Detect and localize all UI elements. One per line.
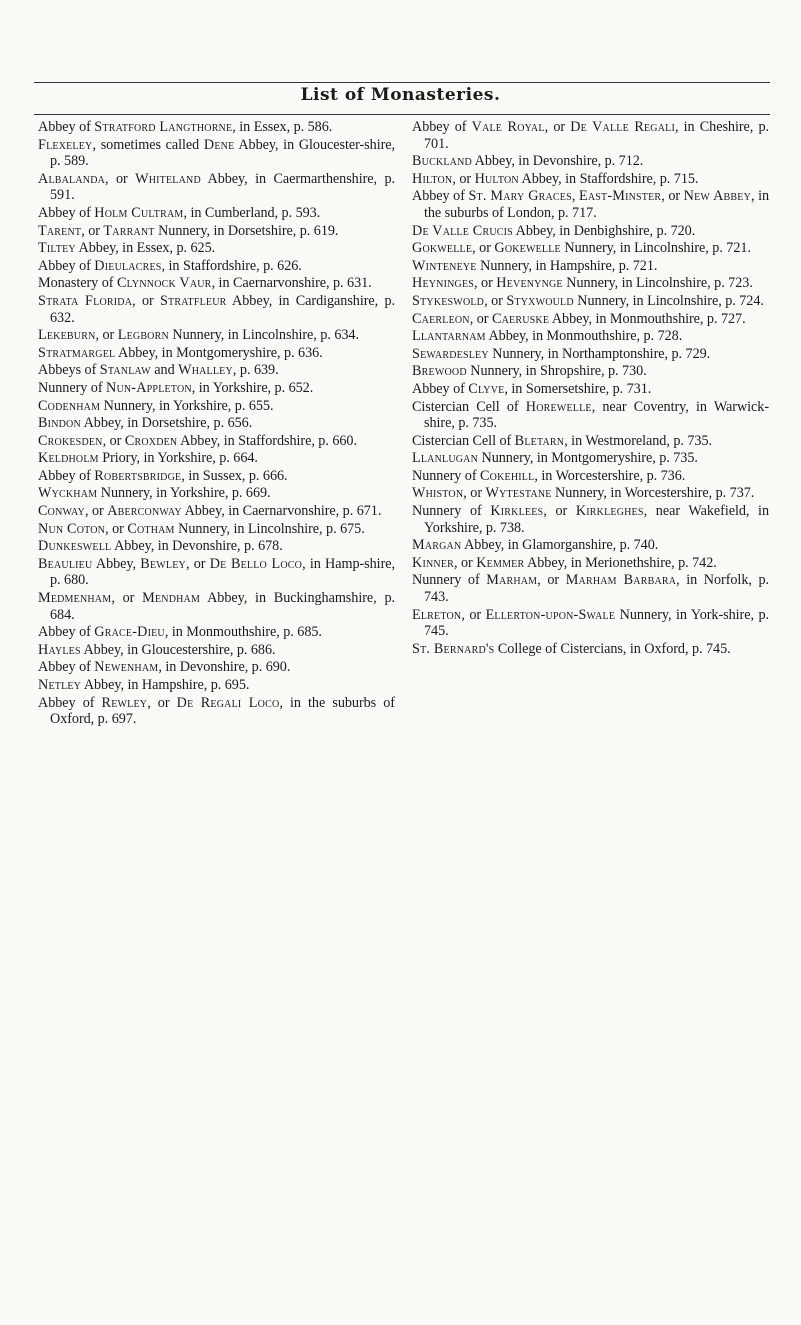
list-item (412, 381, 769, 398)
monastery-name: Heyninges (412, 275, 475, 292)
monastery-name: Bewley (140, 555, 186, 572)
list-item (412, 641, 769, 658)
entry-text: , or (105, 520, 128, 537)
list-item (38, 538, 395, 555)
entry-text: , in Essex, p. 586. (232, 119, 333, 135)
entry-text: , or (81, 222, 104, 239)
list-item (412, 485, 769, 502)
list-item (38, 398, 395, 415)
entry-text: , near Wakefield, in Yorkshire, p. 738. (424, 503, 769, 536)
entry-text: Abbey of (38, 119, 95, 135)
entry-text: Abbey, in Devonshire, p. 712. (471, 153, 644, 170)
entry-text: Abbey of (38, 204, 95, 221)
entry-text: Cistercian Cell of (412, 432, 515, 449)
monastery-name: Buckland (412, 153, 472, 170)
list-item (38, 327, 395, 344)
entry-text: , near Coventry, in Warwick-shire, p. 735. (424, 398, 770, 432)
entry-text: and (150, 362, 179, 379)
list-item (38, 642, 395, 659)
monastery-name: Tiltey (38, 240, 76, 257)
entry-text: , or (95, 327, 118, 344)
entry-text: Abbey, in Merionethshire, p. 742. (524, 554, 717, 571)
list-item (412, 537, 769, 554)
monastery-name: Bletarn (514, 432, 565, 449)
monastery-name: Netley (38, 677, 82, 693)
monastery-name: Dieulacres (94, 257, 162, 274)
entry-text: Abbey, in Dorsetshire, p. 656. (80, 415, 253, 432)
monastery-name: Kirkleghes (575, 503, 644, 520)
monastery-name: Croxden (124, 432, 178, 449)
list-item (412, 468, 769, 485)
monastery-name: East-Minster (578, 188, 662, 205)
entry-text: Nunnery of (38, 379, 107, 396)
monastery-name: Gokwelle (412, 240, 473, 257)
entry-text: , in Westmoreland, p. 735. (564, 432, 713, 449)
monastery-name: Robertsbridge (94, 467, 182, 484)
monastery-name: Crokesden (38, 432, 103, 449)
monastery-name: Wyckham (38, 485, 98, 502)
monastery-name: Hayles (38, 641, 81, 658)
entry-text: Abbey, in Gloucester-shire, p. 589. (50, 136, 396, 170)
entry-text: , or (452, 170, 475, 187)
entry-text: Abbey of (38, 624, 95, 641)
entry-text: Abbey, in Glamorganshire, p. 740. (461, 537, 659, 554)
monastery-name: Beaulieu (38, 555, 93, 572)
monastery-name: Cokehill (480, 467, 535, 484)
list-item (412, 153, 769, 170)
list-item (38, 293, 395, 326)
left-column (38, 119, 395, 729)
entry-text: Monastery of (38, 275, 117, 292)
entry-text: , in Norfolk, p. 743. (424, 572, 770, 606)
list-item (38, 450, 395, 467)
heading-rule (34, 114, 770, 115)
entry-text: , or (472, 240, 495, 257)
list-item (38, 556, 395, 589)
entry-text: , in Worcestershire, p. 736. (534, 467, 686, 484)
entry-text: Cistercian Cell of (412, 398, 526, 415)
entry-text: Abbey, in Devonshire, p. 678. (111, 538, 283, 555)
entry-text: , (571, 188, 579, 205)
entry-text: , or (105, 170, 136, 187)
entry-text: , in Cumberland, p. 593. (183, 204, 321, 221)
entry-text: , in Sussex, p. 666. (181, 467, 288, 484)
monastery-name: Clyve (468, 380, 505, 397)
monastery-name: Brewood (412, 363, 467, 380)
entry-text: , in Monmouthshire, p. 685. (164, 624, 322, 641)
monastery-name: Nun Coton (38, 520, 106, 537)
monastery-name: Whiteland (135, 170, 201, 187)
monastery-name: Conway (38, 503, 85, 520)
entry-text: Abbey, in Cardiganshire, p. 632. (50, 292, 396, 326)
entry-text: , in the suburbs of London, p. 717. (424, 188, 770, 221)
list-item (412, 346, 769, 363)
list-item (38, 677, 395, 694)
monastery-name: Vale Royal (471, 119, 545, 135)
entry-text: , or (484, 292, 507, 309)
entry-text: Nunnery, in Lincolnshire, p. 724. (573, 292, 764, 309)
top-rule (34, 82, 770, 83)
monastery-name: Tarrant (103, 222, 155, 239)
list-item (38, 503, 395, 520)
monastery-name: De Valle Crucis (412, 222, 513, 239)
monastery-name: Codenham (38, 397, 101, 414)
entry-text: Nunnery, in Shropshire, p. 730. (466, 363, 647, 380)
entry-text: Nunnery, in Yorkshire, p. 669. (97, 485, 271, 502)
monastery-name: Styxwould (506, 292, 574, 309)
entry-text: Abbey, in Monmouthshire, p. 727. (549, 310, 746, 327)
entry-text: , in Devonshire, p. 690. (158, 659, 291, 676)
entry-text: , or (544, 119, 571, 135)
list-item (412, 572, 769, 605)
entry-text: Abbey, in Hampshire, p. 695. (81, 677, 250, 693)
entry-text: Abbey, in Staffordshire, p. 715. (518, 170, 699, 187)
list-item (412, 555, 769, 572)
monastery-name: Elreton (412, 606, 462, 623)
monastery-name: Stykeswold (412, 292, 485, 309)
monastery-name: Bindon (38, 415, 81, 432)
monastery-name: Nun-Appleton (106, 379, 192, 396)
list-item (38, 119, 395, 136)
entry-text: Abbey, in Denbighshire, p. 720. (512, 222, 696, 239)
monastery-name: Whiston (412, 485, 464, 502)
entry-text: Nunnery, in Lincolnshire, p. 723. (562, 275, 753, 292)
list-item (38, 240, 395, 257)
monastery-name: Cotham (127, 520, 175, 537)
list-item (38, 415, 395, 432)
entry-text: Abbey, in Essex, p. 625. (75, 240, 216, 257)
monastery-name: Rewley (101, 694, 148, 711)
entry-text: Priory, in Yorkshire, p. 664. (98, 450, 258, 467)
monastery-name: Stratford Langthorne (94, 119, 233, 135)
entry-text: Nunnery, in Yorkshire, p. 655. (100, 397, 274, 414)
monastery-name: Llantarnam (412, 328, 486, 345)
page-title: List of Monasteries. (300, 85, 501, 105)
entry-text: Nunnery of (412, 467, 481, 484)
monastery-name: Stratmargel (38, 344, 116, 361)
monastery-name: Holm Cultram (94, 204, 184, 221)
monastery-name: Tarent (38, 222, 82, 239)
monastery-name: Kemmer (476, 554, 525, 571)
list-item (38, 468, 395, 485)
monastery-name: Whalley (178, 362, 233, 379)
monastery-name: Hevenynge (496, 275, 563, 292)
entry-text: , or (132, 292, 160, 309)
list-item (412, 275, 769, 292)
entry-text: Abbey of (38, 694, 102, 711)
monastery-name: Clynnock Vaur (116, 275, 212, 292)
monastery-name: Winteneye (412, 257, 477, 274)
monastery-name: Stratfleur (159, 292, 227, 309)
entry-text: Nunnery, in Dorsetshire, p. 619. (154, 222, 339, 239)
entry-text: , or (111, 590, 143, 607)
monastery-name: Newenham (94, 659, 159, 676)
monastery-name: Gokewelle (494, 240, 561, 257)
list-item (38, 624, 395, 641)
list-item (412, 258, 769, 275)
monastery-name: Kirklees (490, 503, 544, 520)
list-item (38, 380, 395, 397)
monastery-name: Caerleon (412, 310, 470, 327)
list-item (412, 450, 769, 467)
entry-text: Abbey, in Caermarthenshire, p. 591. (50, 170, 395, 204)
monastery-name: Keldholm (38, 450, 99, 467)
entry-text: Abbey, (92, 555, 141, 572)
monastery-name: Marham (486, 572, 538, 589)
list-item (38, 695, 395, 728)
monastery-name: Dunkeswell (38, 538, 112, 555)
monastery-name: Llanlugan (412, 450, 479, 467)
list-item (38, 137, 395, 170)
list-item (412, 311, 769, 328)
list-item (412, 240, 769, 257)
list-item (412, 328, 769, 345)
monastery-name: St. Mary Graces (468, 188, 572, 205)
monastery-name: Strata Florida (38, 292, 133, 309)
entry-text: Nunnery, in Lincolnshire, p. 675. (174, 520, 365, 537)
monastery-name: Hulton (474, 170, 519, 187)
monastery-name: Stanlaw (99, 362, 151, 379)
entry-text: , or (661, 188, 684, 205)
list-item (38, 659, 395, 676)
list-item (38, 258, 395, 275)
entry-text: Abbey, in Caernarvonshire, p. 671. (181, 503, 382, 520)
list-item (38, 275, 395, 292)
monastery-name: Ellerton-upon-Swale (485, 606, 616, 623)
entry-text: , or (463, 485, 486, 502)
monastery-name: Legborn (117, 327, 169, 344)
list-item (38, 433, 395, 450)
list-item (412, 607, 769, 640)
entry-text: , p. 639. (232, 362, 279, 379)
entry-text: , in Yorkshire, p. 652. (191, 379, 314, 396)
monastery-name: Aberconway (107, 503, 182, 520)
monastery-name: Hilton (412, 170, 453, 187)
list-item (412, 363, 769, 380)
entry-text: Nunnery, in York-shire, p. 745. (424, 606, 770, 640)
monastery-name: De Bello Loco (209, 555, 303, 572)
monastery-name: Horewelle (525, 398, 592, 415)
list-item (412, 399, 769, 432)
entry-text: , or (84, 503, 108, 520)
monastery-name: Dene (203, 136, 235, 153)
entry-text: Abbey, in Staffordshire, p. 660. (177, 432, 357, 449)
list-item (412, 503, 769, 536)
entry-text: , or (454, 554, 477, 571)
list-item (38, 485, 395, 502)
entry-text: Abbey of (38, 659, 95, 676)
entry-text: , or (543, 503, 576, 520)
list-item (412, 223, 769, 240)
monastery-name: Wytestane (485, 485, 552, 502)
list-item (38, 590, 395, 623)
monastery-name: De Regali Loco (176, 694, 280, 711)
monastery-name: New Abbey (683, 188, 751, 205)
list-item (412, 119, 769, 152)
list-item (38, 171, 395, 204)
entry-text: Nunnery, in Lincolnshire, p. 721. (560, 240, 751, 257)
monastery-name: De Valle Regali (570, 119, 675, 135)
monastery-name: Medmenham (38, 590, 112, 607)
monastery-name: Margan (412, 537, 462, 554)
monastery-name: Lekeburn (38, 327, 96, 344)
entry-text: , in Hamp-shire, p. 680. (50, 555, 395, 589)
entry-text: Abbeys of (38, 362, 100, 379)
monastery-name: Sewardesley (412, 345, 489, 362)
list-item (38, 345, 395, 362)
monastery-name: Mendham (142, 590, 201, 607)
entry-text: , or (185, 555, 210, 572)
right-column (412, 119, 769, 658)
list-item (412, 188, 769, 221)
list-item (38, 521, 395, 538)
entry-text: , in Staffordshire, p. 626. (161, 257, 302, 274)
entry-text: Abbey of (412, 119, 472, 135)
entry-text: , or (461, 606, 486, 623)
monastery-name: Kinner (412, 554, 454, 571)
entry-text: , or (474, 275, 497, 292)
list-item (38, 362, 395, 379)
monastery-name: St. Bernard's (412, 640, 495, 657)
entry-text: Nunnery, in Northamptonshire, p. 729. (488, 345, 711, 362)
entry-text: Nunnery of (412, 503, 491, 520)
entry-text: , or (147, 694, 177, 711)
entry-text: Nunnery, in Worcestershire, p. 737. (551, 485, 755, 502)
entry-text: Abbey of (412, 188, 469, 205)
entry-text: Abbey, in Monmouthshire, p. 728. (485, 328, 683, 345)
monastery-name: Flexeley (38, 136, 93, 153)
monastery-name: Albalanda (38, 170, 106, 187)
entry-text: Nunnery, in Montgomeryshire, p. 735. (478, 450, 698, 467)
entry-text: College of Cistercians, in Oxford, p. 745. (494, 640, 731, 657)
entry-text: , or (469, 310, 492, 327)
entry-text: , or (537, 572, 566, 589)
entry-text: , or (102, 432, 125, 449)
entry-text: Nunnery of (412, 572, 487, 589)
monastery-name: Marham Barbara (565, 572, 677, 589)
entry-text: Abbey, in Montgomeryshire, p. 636. (115, 344, 323, 361)
entry-text: , in Caernarvonshire, p. 631. (211, 275, 372, 292)
entry-text: , in Cheshire, p. 701. (424, 119, 769, 152)
monastery-name: Caeruske (491, 310, 550, 327)
list-item (412, 293, 769, 310)
list-item (412, 433, 769, 450)
entry-text: Abbey of (38, 467, 95, 484)
entry-text: , in Somersetshire, p. 731. (504, 380, 652, 397)
entry-text: , sometimes called (92, 136, 204, 153)
list-item (412, 171, 769, 188)
entry-text: Abbey of (38, 257, 95, 274)
monastery-name: Grace-Dieu (94, 624, 165, 641)
entry-text: Abbey, in Buckinghamshire, p. 684. (50, 590, 395, 623)
entry-text: Nunnery, in Lincolnshire, p. 634. (168, 327, 359, 344)
list-item (38, 205, 395, 222)
entry-text: , in the suburbs of Oxford, p. 697. (50, 694, 395, 728)
entry-text: Nunnery, in Hampshire, p. 721. (476, 257, 658, 274)
entry-text: Abbey, in Gloucestershire, p. 686. (80, 641, 276, 658)
list-item (38, 223, 395, 240)
entry-text: Abbey of (412, 380, 469, 397)
